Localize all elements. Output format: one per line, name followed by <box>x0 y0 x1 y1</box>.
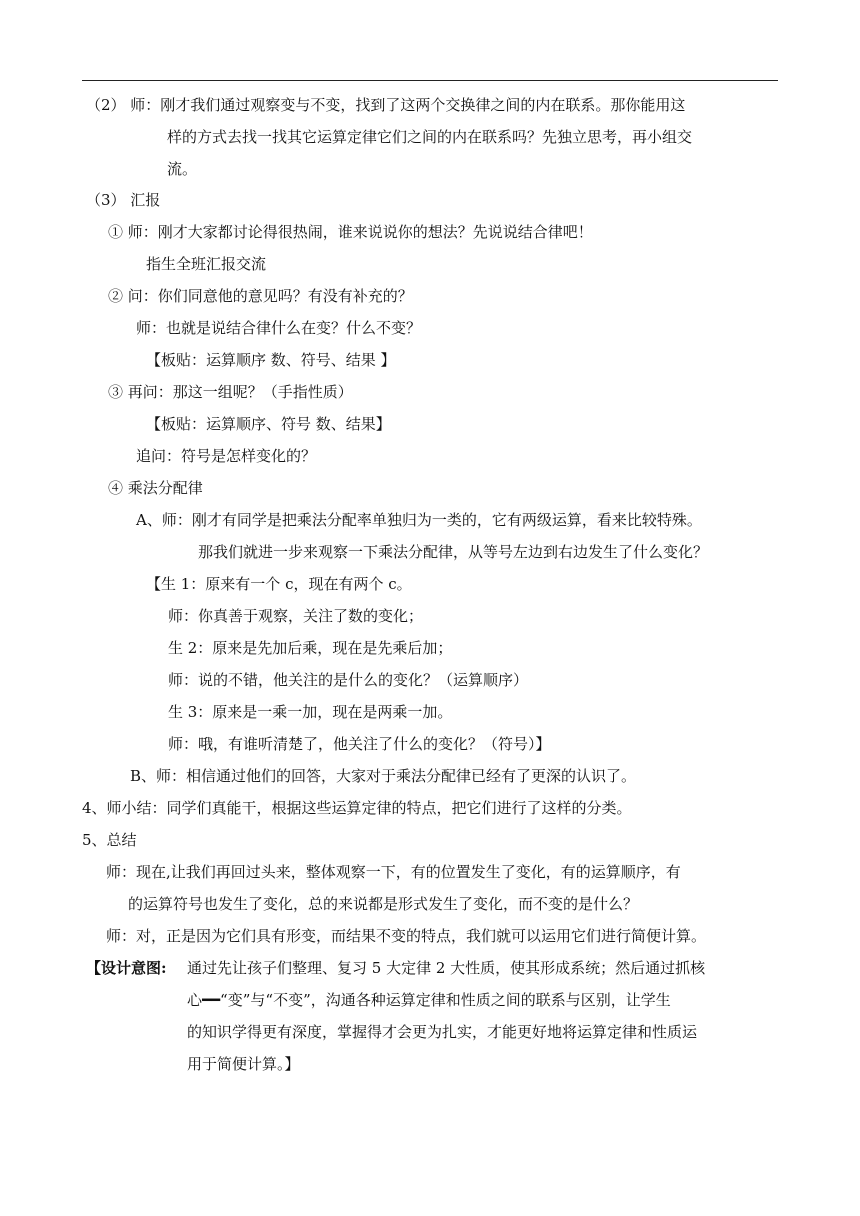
text-line: 那我们就进一步来观察一下乘法分配律，从等号左边到右边发生了什么变化？ <box>198 543 709 561</box>
text-line: 师：现在,让我们再回过头来，整体观察一下，有的位置发生了变化，有的运算顺序，有 <box>106 863 681 881</box>
text-line: 指生全班汇报交流 <box>146 255 267 273</box>
text-line: A、师：刚才有同学是把乘法分配率单独归为一类的，它有两级运算，看来比较特殊。 <box>136 511 702 529</box>
text-line: 生 2：原来是先加后乘，现在是先乘后加； <box>168 639 453 657</box>
text-line: 【生 1：原来有一个 c，现在有两个 c。 <box>146 575 412 593</box>
text-line: ② 问：你们同意他的意见吗？有没有补充的？ <box>108 287 413 305</box>
header-rule <box>82 80 778 81</box>
text-line: 师：你真善于观察，关注了数的变化； <box>168 607 424 625</box>
text-line: 心━━“变”与“不变”，沟通各种运算定律和性质之间的联系与区别，让学生 <box>187 991 671 1009</box>
text-line: ④ 乘法分配律 <box>108 479 203 497</box>
text-line: B、师：相信通过他们的回答，大家对于乘法分配律已经有了更深的认识了。 <box>130 767 637 785</box>
text-line: 师：哦，有谁听清楚了，他关注了什么的变化？（符号）】 <box>168 735 551 753</box>
text-line: （3） 汇报 <box>86 191 161 209</box>
text-line: 【板贴：运算顺序、符号 数、结果】 <box>146 415 391 433</box>
text-line: 样的方式去找一找其它运算定律它们之间的内在联系吗？先独立思考，再小组交 <box>167 128 693 146</box>
text-line: 生 3：原来是一乘一加，现在是两乘一加。 <box>168 703 453 721</box>
text-line: 的运算符号也发生了变化，总的来说都是形式发生了变化，而不变的是什么？ <box>128 895 639 913</box>
text-line: 师：对，正是因为它们具有形变，而结果不变的特点，我们就可以运用它们进行简便计算。 <box>106 927 707 945</box>
text-line: 的知识学得更有深度，掌握得才会更为扎实，才能更好地将运算定律和性质运 <box>187 1023 698 1041</box>
text-line: 用于简便计算。】 <box>187 1055 300 1073</box>
text-line: 5、总结 <box>82 831 137 849</box>
text-line: （2） 师：刚才我们通过观察变与不变，找到了这两个交换律之间的内在联系。那你能用这 <box>86 96 686 114</box>
text-line: 通过先让孩子们整理、复习 5 大定律 2 大性质，使其形成系统；然后通过抓核 <box>187 959 706 977</box>
text-line: 师：也就是说结合律什么在变？什么不变？ <box>136 319 422 337</box>
text-line: 追问：符号是怎样变化的？ <box>136 447 317 465</box>
text-line: 【板贴：运算顺序 数、符号、结果 】 <box>146 351 396 369</box>
text-line: 师：说的不错，他关注的是什么的变化？（运算顺序） <box>168 671 529 689</box>
text-line: 流。 <box>167 160 198 178</box>
design-intent-label: 【设计意图: <box>86 959 167 977</box>
text-line: 4、师小结：同学们真能干，根据这些运算定律的特点，把它们进行了这样的分类。 <box>82 799 632 817</box>
text-line: ① 师：刚才大家都讨论得很热闹，谁来说说你的想法？先说说结合律吧！ <box>108 223 593 241</box>
text-line: ③ 再问：那这一组呢？（手指性质） <box>108 383 353 401</box>
